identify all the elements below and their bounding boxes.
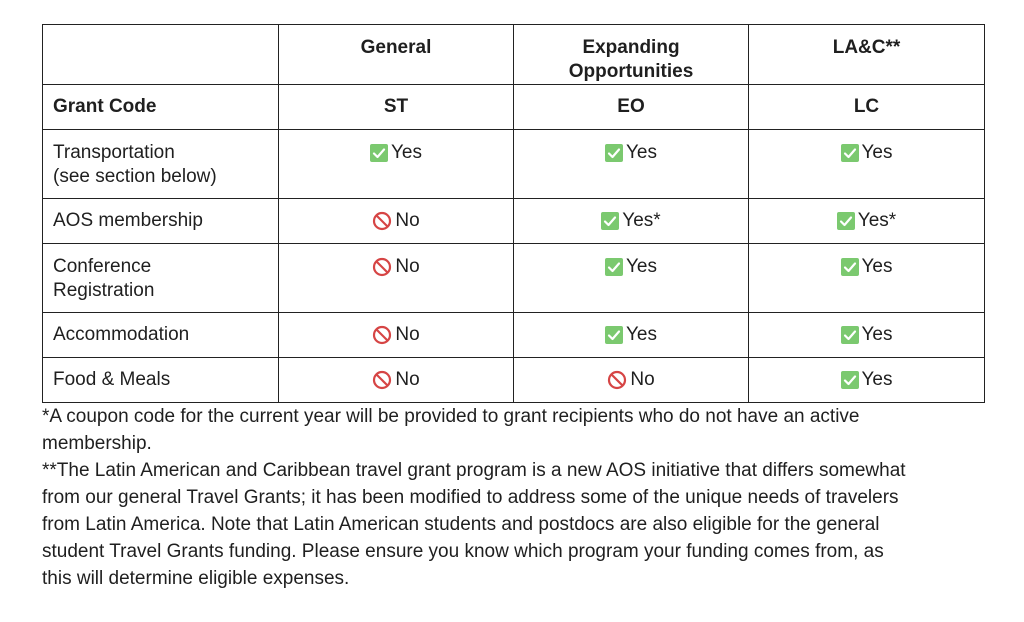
cell-general: [279, 199, 514, 244]
cell-lac: [749, 244, 985, 313]
cell-lac: [749, 358, 985, 403]
prohibited-icon: [372, 257, 392, 277]
footnote-line: from Latin America. Note that Latin American students and postdocs are also eligible for the general: [42, 514, 880, 535]
table-row: [43, 199, 985, 244]
status-text: Yes: [861, 142, 893, 163]
status-text: Yes*: [622, 210, 661, 231]
check-mark-button-icon: [841, 326, 859, 344]
status-text: Yes: [861, 369, 893, 390]
prohibited-icon: [372, 211, 392, 231]
row-label-line: Conference: [53, 256, 152, 277]
grant-code-row: [43, 85, 985, 130]
status-value: [607, 368, 654, 392]
footnote-line: **The Latin American and Caribbean travel grant program is a new AOS initiative that differs somewhat: [42, 460, 906, 481]
check-mark-button-icon: [841, 144, 859, 162]
row-label-line: (see section below): [53, 166, 217, 187]
cell-expanding-opportunities: [514, 244, 749, 313]
status-text: No: [395, 369, 420, 390]
footnote-line: from our general Travel Grants; it has been modified to address some of the unique needs of travelers: [42, 487, 899, 508]
status-value: [841, 323, 893, 347]
cell-expanding-opportunities: [514, 358, 749, 403]
prohibited-icon: [607, 370, 627, 390]
footnote-line: this will determine eligible expenses.: [42, 568, 350, 589]
status-value: [837, 209, 896, 233]
header-expanding-opportunities: Expanding Opportunities: [514, 25, 749, 85]
check-mark-button-icon: [841, 258, 859, 276]
status-value: [841, 141, 893, 165]
status-value: [372, 323, 419, 347]
status-text: No: [630, 369, 655, 390]
status-value: [841, 368, 893, 392]
row-label-line: Accommodation: [53, 324, 190, 345]
check-mark-button-icon: [605, 144, 623, 162]
status-text: Yes*: [857, 210, 897, 231]
cell-general: [279, 313, 514, 358]
document: [42, 24, 984, 592]
table-header-row: [43, 25, 985, 85]
row-label: [43, 199, 279, 244]
status-text: Yes: [626, 324, 657, 345]
status-value: [841, 255, 893, 279]
grant-code-label: Grant Code: [43, 85, 279, 130]
check-mark-button-icon: [837, 212, 855, 230]
footnotes: [42, 403, 984, 592]
status-text: Yes: [861, 256, 893, 277]
table-row: [43, 313, 985, 358]
row-label-line: Registration: [53, 280, 155, 301]
status-value: [605, 141, 657, 165]
grant-eligibility-table: [42, 24, 985, 403]
row-label: [43, 313, 279, 358]
status-text: No: [395, 256, 420, 277]
status-value: [370, 141, 422, 165]
status-text: No: [395, 324, 420, 345]
check-mark-button-icon: [841, 371, 859, 389]
cell-general: [279, 358, 514, 403]
row-label-line: Food & Meals: [53, 369, 171, 390]
cell-lac: [749, 199, 985, 244]
status-text: Yes: [626, 142, 657, 163]
row-label-line: Transportation: [53, 142, 175, 163]
cell-expanding-opportunities: [514, 199, 749, 244]
cell-lac: [749, 130, 985, 199]
row-label-line: AOS membership: [53, 210, 203, 231]
cell-lac: [749, 313, 985, 358]
header-lac: LA&C**: [749, 25, 985, 85]
footnote-line: student Travel Grants funding. Please ensure you know which program your funding comes from, as: [42, 541, 884, 562]
row-label: [43, 130, 279, 199]
table-row: [43, 244, 985, 313]
row-label: [43, 244, 279, 313]
footnote-line: *A coupon code for the current year will be provided to grant recipients who do not have an active: [42, 406, 860, 427]
cell-expanding-opportunities: [514, 313, 749, 358]
prohibited-icon: [372, 325, 392, 345]
check-mark-button-icon: [605, 326, 623, 344]
grant-code-st: ST: [279, 85, 514, 130]
check-mark-button-icon: [601, 212, 619, 230]
cell-general: [279, 130, 514, 199]
header-general: General: [279, 25, 514, 85]
status-text: Yes: [626, 256, 657, 277]
status-value: [605, 323, 657, 347]
cell-general: [279, 244, 514, 313]
prohibited-icon: [372, 370, 392, 390]
status-value: [601, 209, 660, 233]
status-value: [605, 255, 657, 279]
check-mark-button-icon: [370, 144, 388, 162]
status-value: [372, 368, 419, 392]
footnote-line: membership.: [42, 433, 152, 454]
status-text: Yes: [861, 324, 893, 345]
row-label: [43, 358, 279, 403]
header-empty: [43, 25, 279, 85]
grant-code-lc: LC: [749, 85, 985, 130]
status-text: Yes: [391, 142, 422, 163]
table-row: [43, 358, 985, 403]
grant-code-eo: EO: [514, 85, 749, 130]
table-row: [43, 130, 985, 199]
check-mark-button-icon: [605, 258, 623, 276]
status-value: [372, 255, 419, 279]
cell-expanding-opportunities: [514, 130, 749, 199]
status-value: [372, 209, 419, 233]
status-text: No: [395, 210, 420, 231]
